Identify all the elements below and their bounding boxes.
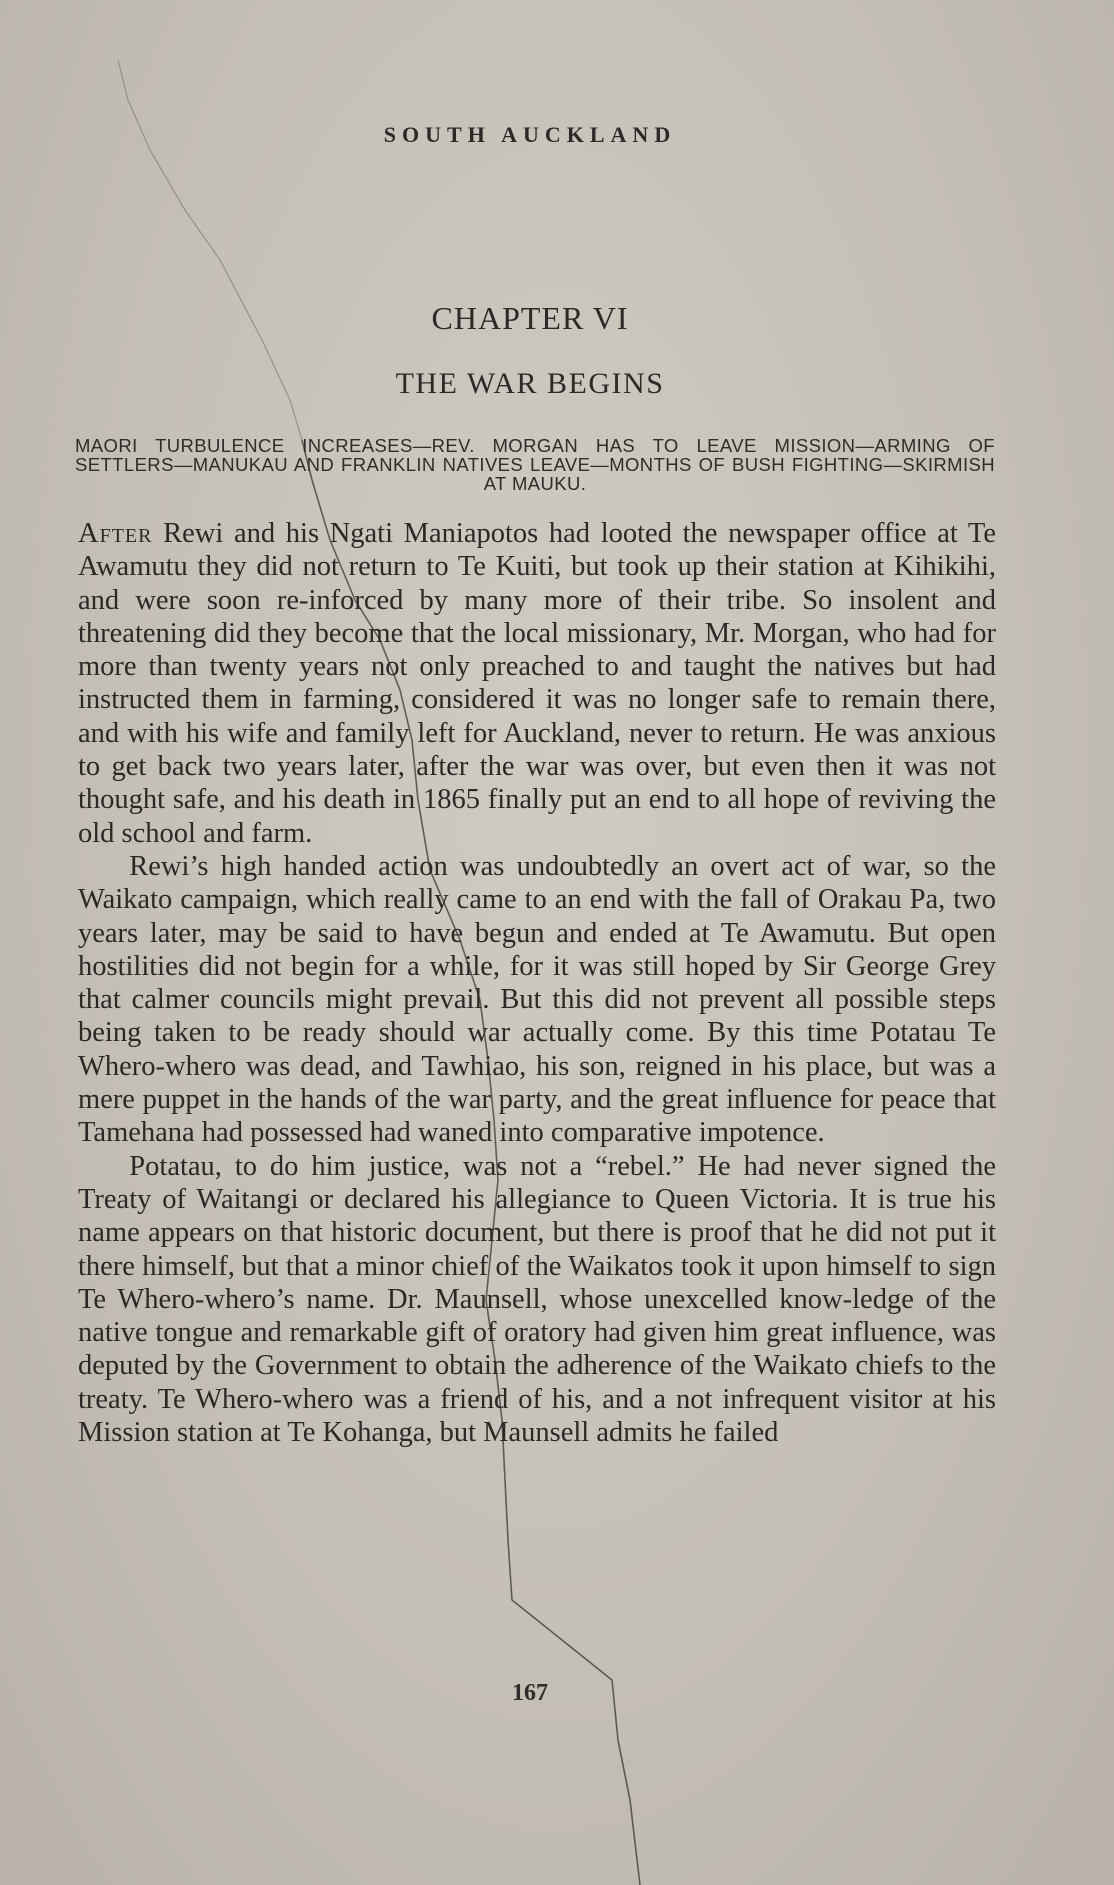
drop-lead-word: After	[78, 518, 153, 549]
chapter-title: THE WAR BEGINS	[395, 367, 665, 400]
body-text	[78, 517, 996, 1449]
chapter-synopsis: MAORI TURBULENCE INCREASES—REV. MORGAN HAS TO LEAVE MISSION—ARMING OF SETTLERS—MANUKAU AND FRANKLIN NATIVES LEAVE—MONTHS OF BUSH FIGHTING—SKIRMISH AT MAUKU.	[75, 435, 995, 494]
chapter-number: CHAPTER VI	[431, 300, 629, 336]
paragraph-1	[78, 517, 996, 850]
paragraph-2: Rewi’s high handed action was undoubtedly an overt act of war, so the Waikato campaign, which really came to an end with the fall of Orakau Pa, two years later, may be said to have begun and ended at Te Awamutu. But open hostilities did not begin for a while, for it was still hoped by Sir George Grey that calmer councils might prevail. But this did not prevent all possible steps being taken to be ready should war actually come. By this time Potatau Te Whero-whero was dead, and Tawhiao, his son, reigned in his place, but was a mere puppet in the hands of the war party, and the great influence for peace that Tamehana had possessed had waned into comparative impotence.	[78, 850, 996, 1149]
page-number: 167	[512, 1680, 548, 1706]
paragraph-3: Potatau, to do him justice, was not a “rebel.” He had never signed the Treaty of Waitangi or declared his allegiance to Queen Victoria. It is true his name appears on that historic document, but there is proof that he did not put it there himself, but that a minor chief of the Waikatos took it upon himself to sign Te Whero-whero’s name. Dr. Maunsell, whose unexcelled know-ledge of the native tongue and remarkable gift of oratory had given him great influence, was deputed by the Government to obtain the adherence of the Waikato chiefs to the treaty. Te Whero-whero was a friend of his, and a not infrequent visitor at his Mission station at Te Kohanga, but Maunsell admits he failed	[78, 1150, 996, 1449]
running-head: SOUTH AUCKLAND	[383, 122, 677, 147]
paragraph-1-text: Rewi and his Ngati Maniapotos had looted the newspaper office at Te Awamutu they did not return to Te Kuiti, but took up their station at Kihikihi, and were soon re-inforced by many more of their tribe. So insolent and threatening did they become that the local missionary, Mr. Morgan, who had for more than twenty years not only preached to and taught the natives but had instructed them in farming, considered it was no longer safe to remain there, and with his wife and family left for Auckland, never to return. He was anxious to get back two years later, after the war was over, but even then it was not thought safe, and his death in 1865 finally put an end to all hope of reviving the old school and farm.	[78, 518, 996, 849]
